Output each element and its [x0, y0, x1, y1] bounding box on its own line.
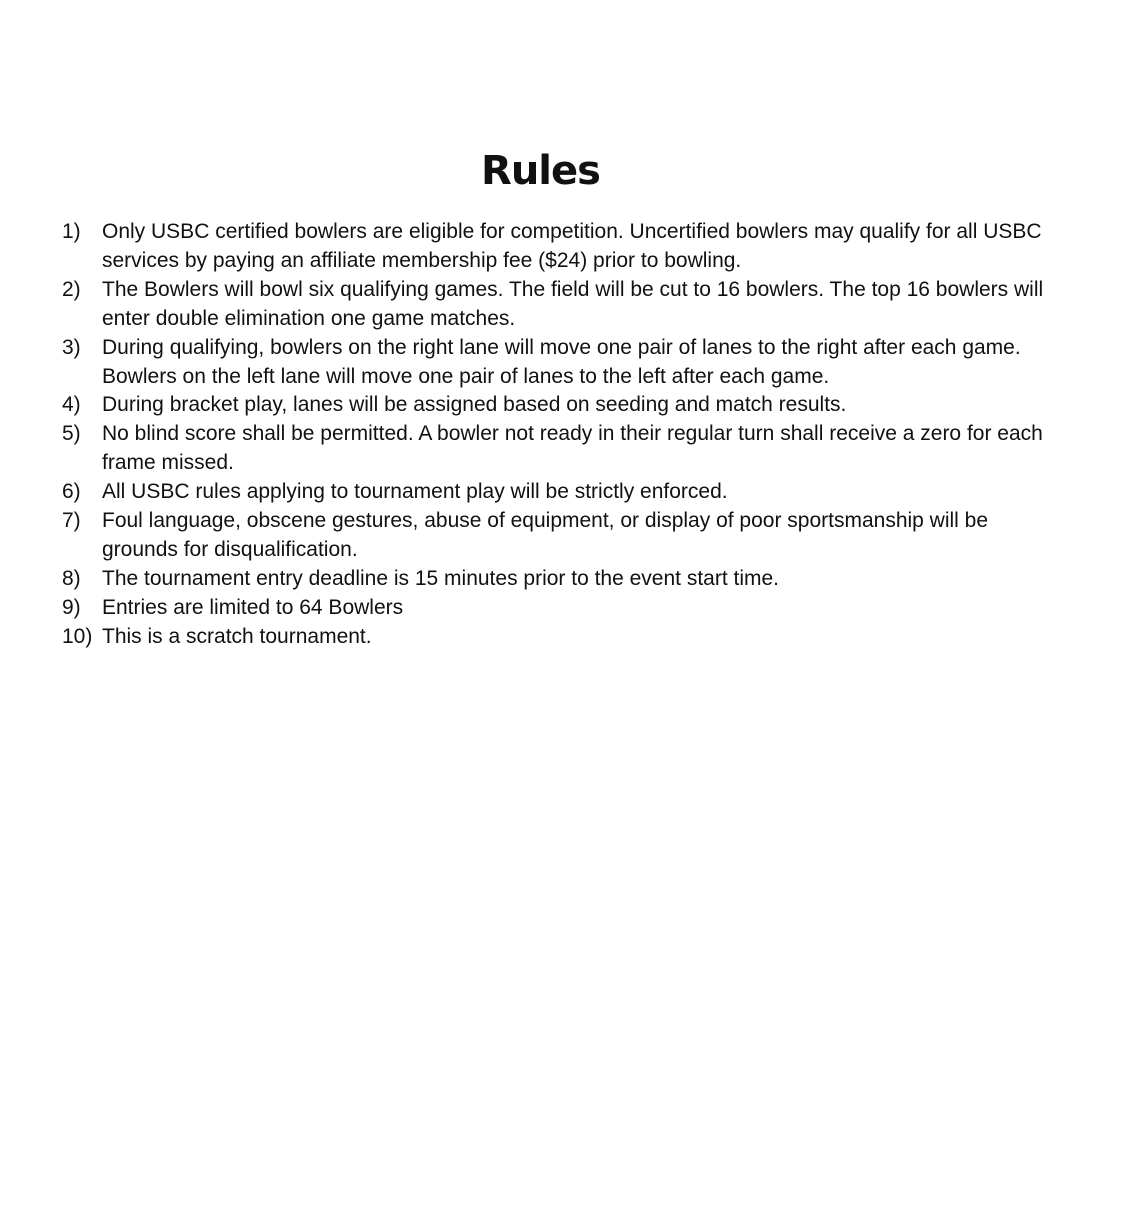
rule-item [62, 334, 1062, 392]
rule-number: 3) [62, 335, 81, 359]
rule-item [62, 276, 1062, 334]
rule-text: Entries are limited to 64 Bowlers [102, 595, 404, 619]
rule-text: During qualifying, bowlers on the right lane will move one pair of lanes to the right after each game. Bowlers on the left lane will move one pair of lanes to the left after each game. [102, 335, 1021, 388]
rule-number: 5) [62, 422, 81, 446]
rule-text: The Bowlers will bowl six qualifying games. The field will be cut to 16 bowlers. The top 16 bowlers will enter double elimination one game matches. [102, 277, 1044, 330]
rule-number: 9) [62, 595, 81, 619]
rule-item [62, 594, 1062, 623]
rule-number: 7) [62, 509, 81, 533]
rule-text: The tournament entry deadline is 15 minutes prior to the event start time. [102, 566, 780, 590]
rule-number: 1) [62, 220, 81, 243]
rule-text: All USBC rules applying to tournament play will be strictly enforced. [102, 480, 728, 504]
rule-item [62, 565, 1062, 594]
page-title: Rules [481, 148, 600, 194]
rule-item [62, 507, 1062, 565]
rule-text: This is a scratch tournament. [102, 624, 372, 648]
rule-text: During bracket play, lanes will be assigned based on seeding and match results. [102, 393, 847, 417]
rule-number: 4) [62, 393, 81, 417]
rule-item [62, 420, 1062, 478]
rule-item [62, 391, 1062, 420]
rule-number: 8) [62, 566, 81, 590]
rule-item [62, 623, 1062, 652]
rule-text: No blind score shall be permitted. A bowler not ready in their regular turn shall receive a zero for each frame missed. [102, 422, 1043, 475]
rule-text: Foul language, obscene gestures, abuse of equipment, or display of poor sportsmanship will be grounds for disqualification. [102, 509, 989, 561]
rule-item [62, 478, 1062, 507]
rule-number: 10) [62, 624, 93, 648]
rule-item [62, 218, 1062, 276]
rule-number: 2) [62, 277, 81, 301]
rule-number: 6) [62, 480, 81, 504]
rule-text: Only USBC certified bowlers are eligible for competition. Uncertified bowlers may qualify for all USBC services by paying an affiliate membership fee ($24) prior to bowling. [102, 220, 1042, 272]
rules-list [62, 218, 1062, 652]
